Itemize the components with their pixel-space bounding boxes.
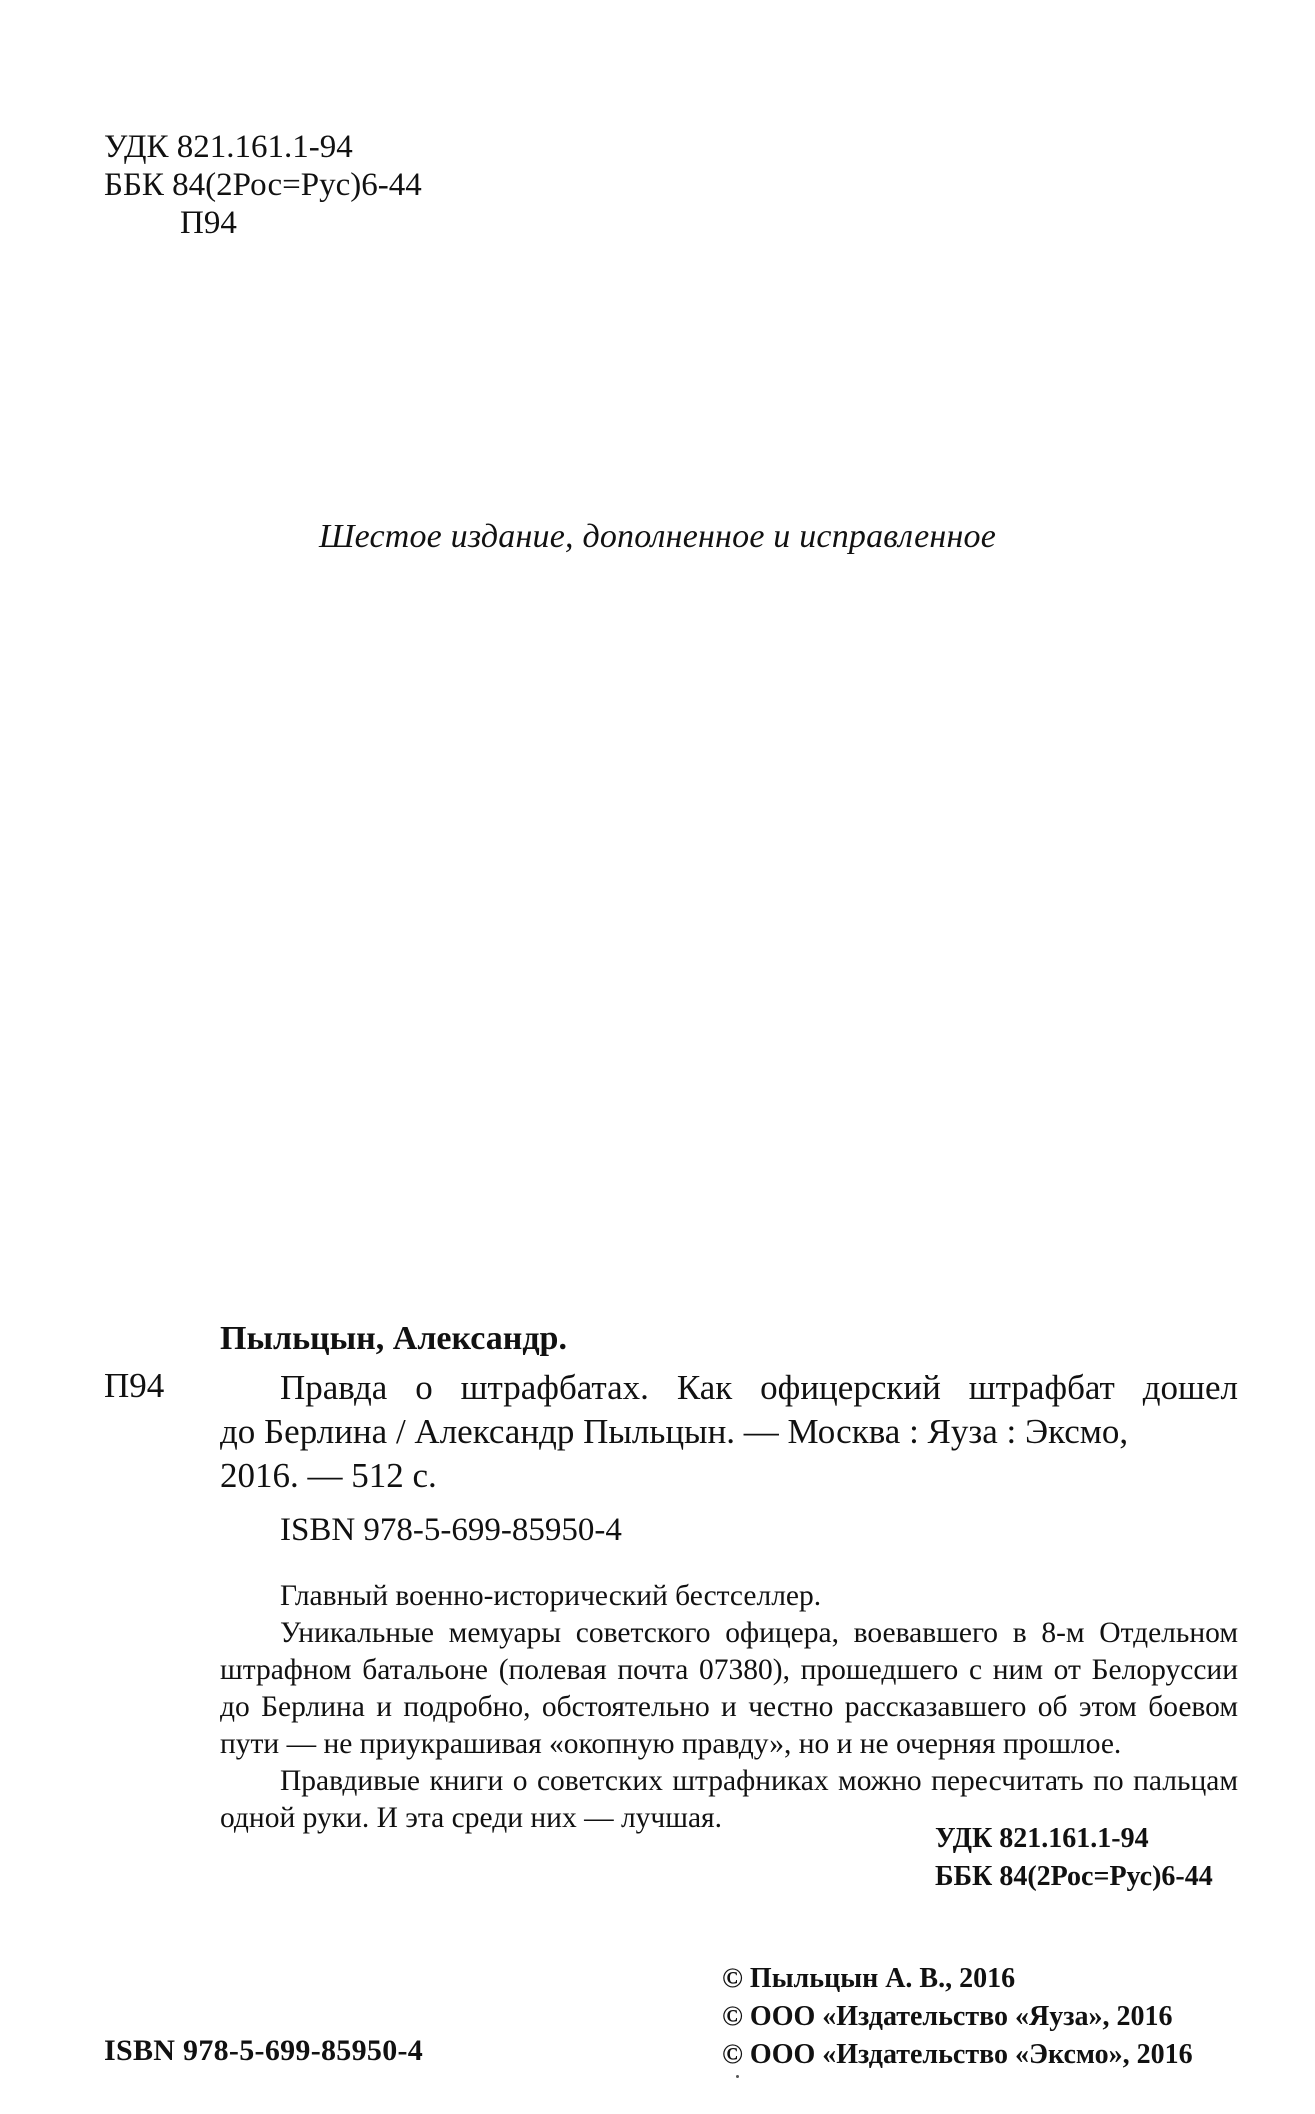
annotation-paragraph: Правдивые книги о советских штрафниках можно пересчитать по пальцам одной руки. И эта среди них — лучшая. [220,1765,1238,1834]
bbk-code: ББК 84(2Рос=Рус)6-44 [935,1861,1213,1892]
copyright-line: © ООО «Издательство «Яуза», 2016 [722,2001,1173,2032]
copyright-line: © ООО «Издательство «Эксмо», 2016 [722,2039,1193,2070]
author-mark: П94 [180,205,237,241]
isbn-record: ISBN 978-5-699-85950-4 [280,1512,622,1548]
print-speck [736,2075,739,2078]
author-mark-side: П94 [104,1366,165,1405]
udk-code: УДК 821.161.1-94 [104,129,353,165]
edition-note: Шестое издание, дополненное и исправленное [318,518,997,555]
copyright-block [722,1960,1193,2074]
author-heading: Пыльцын, Александр. [220,1320,567,1357]
title-line-2: до Берлина / Александр Пыльцын. — Москва : Яуза : Эксмо, [220,1412,1129,1451]
classification-codes-bottom [935,1820,1213,1896]
title-line-3: 2016. — 512 с. [220,1456,437,1495]
title-line-1: Правда о штрафбатах. Как офицерский штрафбат дошел [280,1368,1238,1407]
classification-codes-top [104,128,422,242]
annotation-paragraph: Главный военно-исторический бестселлер. [280,1580,822,1612]
bbk-code: ББК 84(2Рос=Рус)6-44 [104,167,422,203]
copyright-line: © Пыльцын А. В., 2016 [722,1963,1016,1994]
udk-code: УДК 821.161.1-94 [935,1823,1149,1854]
annotation-paragraph: Уникальные мемуары советского офицера, воевавшего в 8-м Отдельном штрафном батальоне (полевая почта 07380), прошедшего с ним от Белоруссии до Берлина и подробно, обстоятельно и честно рассказавшего об этом боевом пути — не приукрашивая «окопную правду», но и не очерняя прошлое. [220,1617,1238,1760]
annotation [220,1578,1238,1837]
bibliographic-description [220,1366,1238,1498]
isbn-footer: ISBN 978-5-699-85950-4 [104,2034,424,2067]
